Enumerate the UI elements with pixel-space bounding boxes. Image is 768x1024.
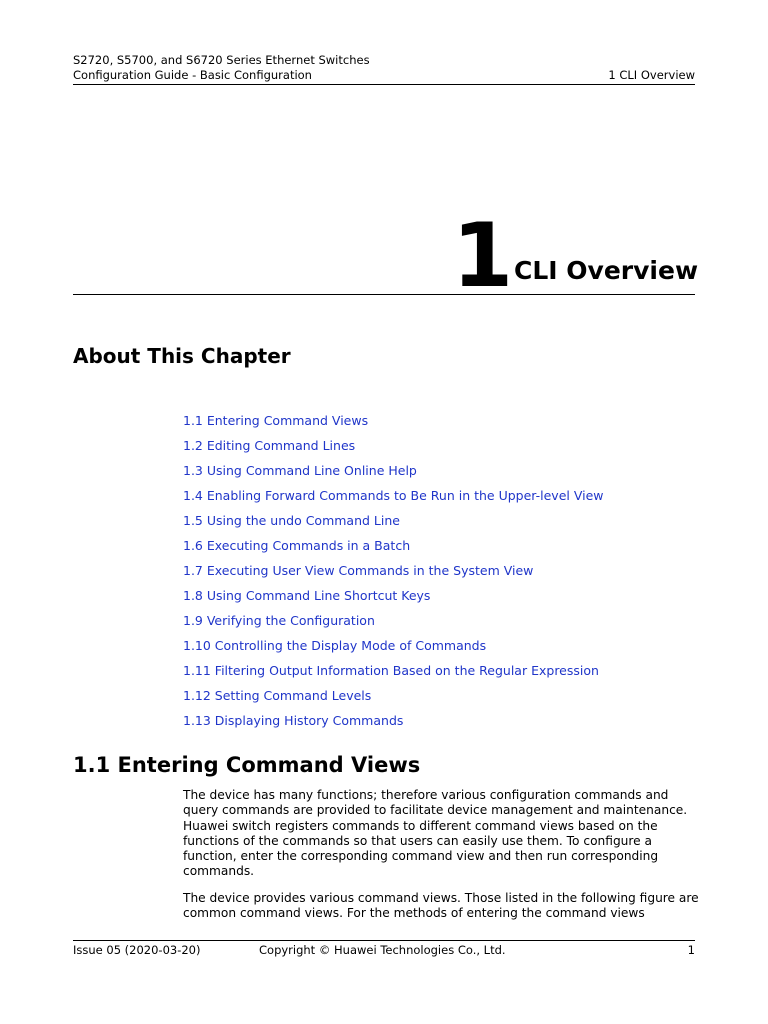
header-chapter-ref: 1 CLI Overview — [608, 68, 695, 82]
toc-link-1-1[interactable]: 1.1 Entering Command Views — [183, 413, 369, 428]
chapter-title: CLI Overview — [514, 256, 699, 285]
toc-item — [183, 561, 604, 586]
footer-copyright: Copyright © Huawei Technologies Co., Ltd. — [259, 943, 506, 957]
toc-link-1-6[interactable]: 1.6 Executing Commands in a Batch — [183, 538, 411, 553]
toc-link-1-12[interactable]: 1.12 Setting Command Levels — [183, 688, 372, 703]
footer-page-number: 1 — [687, 943, 695, 957]
header-product-line: S2720, S5700, and S6720 Series Ethernet Switches — [73, 53, 370, 67]
toc-item — [183, 661, 604, 686]
toc-item — [183, 586, 604, 611]
toc-link-1-13[interactable]: 1.13 Displaying History Commands — [183, 713, 404, 728]
about-chapter-heading: About This Chapter — [73, 344, 291, 368]
toc-link-1-2[interactable]: 1.2 Editing Command Lines — [183, 438, 356, 453]
toc-item — [183, 636, 604, 661]
toc-item — [183, 711, 604, 736]
toc-item — [183, 486, 604, 511]
chapter-number: 1 — [452, 204, 514, 307]
toc-item — [183, 511, 604, 536]
toc-link-1-9[interactable]: 1.9 Verifying the Configuration — [183, 613, 375, 628]
toc-item — [183, 686, 604, 711]
header-guide-title: Configuration Guide - Basic Configuration — [73, 68, 312, 82]
toc-item — [183, 611, 604, 636]
toc-link-1-10[interactable]: 1.10 Controlling the Display Mode of Commands — [183, 638, 487, 653]
toc-link-1-8[interactable]: 1.8 Using Command Line Shortcut Keys — [183, 588, 431, 603]
toc-link-1-11[interactable]: 1.11 Filtering Output Information Based on the Regular Expression — [183, 663, 599, 678]
toc-item — [183, 436, 604, 461]
toc-link-1-3[interactable]: 1.3 Using Command Line Online Help — [183, 463, 417, 478]
header-rule — [73, 84, 695, 85]
toc-item — [183, 411, 604, 436]
chapter-toc — [183, 411, 604, 736]
footer-rule — [73, 940, 695, 941]
toc-item — [183, 461, 604, 486]
section-paragraph-2: The device provides various command views. Those listed in the following figure are common command views. For the methods of entering the command views — [183, 891, 699, 921]
chapter-rule — [73, 294, 695, 295]
section-heading-1-1: 1.1 Entering Command Views — [73, 753, 421, 777]
section-paragraph-1: The device has many functions; therefore various configuration commands and query commands are provided to facilitate device management and maintenance. Huawei switch registers commands to different command views based on the functions of the commands so that users can easily use them. To configure a function, enter the corresponding command view and then run corresponding commands. — [183, 788, 688, 879]
footer-issue: Issue 05 (2020-03-20) — [73, 943, 201, 957]
toc-link-1-7[interactable]: 1.7 Executing User View Commands in the System View — [183, 563, 534, 578]
toc-link-1-4[interactable]: 1.4 Enabling Forward Commands to Be Run in the Upper-level View — [183, 488, 604, 503]
toc-link-1-5[interactable]: 1.5 Using the undo Command Line — [183, 513, 400, 528]
toc-item — [183, 536, 604, 561]
